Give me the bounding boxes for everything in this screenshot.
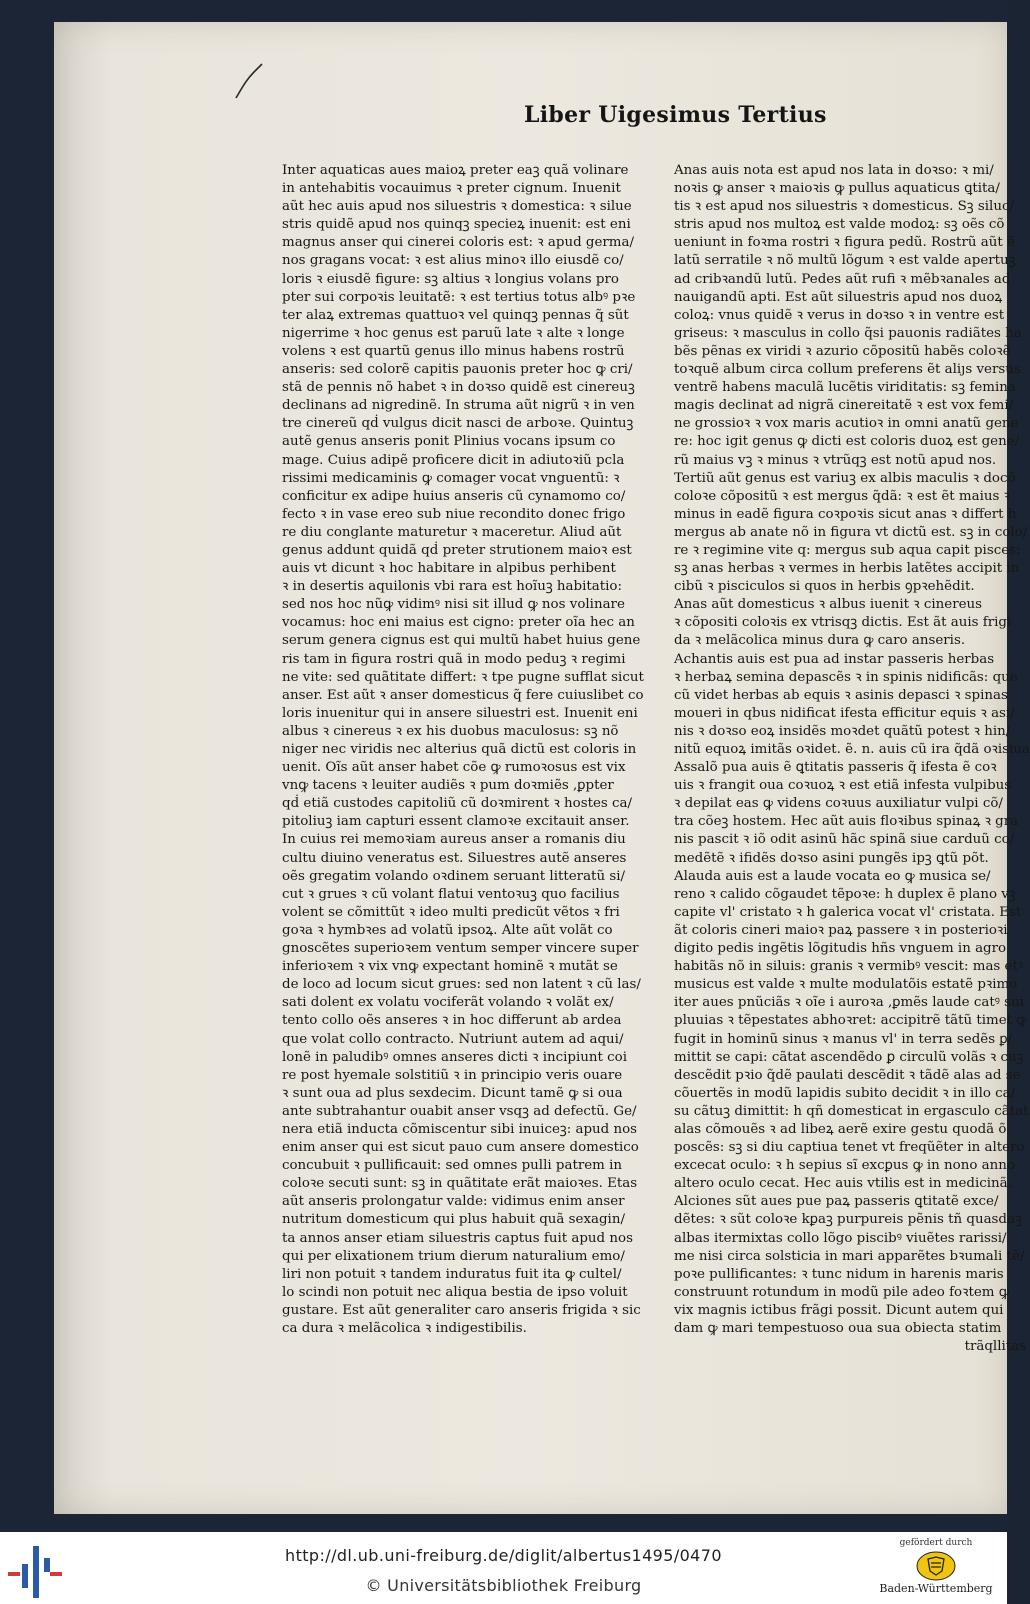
text-line: pluuias ꝛ tẽpestates abhoꝛret: accipitrẽ tãtũ timet ꝙ (674, 1013, 1027, 1029)
text-line: sati dolent ex volatu vociferãt volando ꝛ volãt ex/ (282, 995, 614, 1011)
text-line: excecat oculo: ꝛ h sepius sĩ excꝑus ꝙ in nono anno (674, 1158, 1015, 1174)
text-line: anser. Est aũt ꝛ anser domesticus q̃ fere cuiuslibet co (282, 687, 644, 703)
text-line: qḋ etiã custodes capitoliũ cũ doꝛmirent ꝛ hostes ca/ (282, 796, 633, 812)
text-line: cõuertẽs in modũ lapidis subito decidit ꝛ in illo ca/ (674, 1085, 1016, 1101)
text-line: iter aues pnũciãs ꝛ oĩe i auroꝛa ,ꝑmẽs laude catꝰ sui (674, 995, 1024, 1011)
text-line: mage. Cuius adipẽ proficere dicit in adiutoꝛiũ pcla (282, 452, 625, 468)
text-line: coloꝛe secuti sunt: sꝫ in quãtitate erãt maioꝛes. Etas (282, 1176, 638, 1192)
text-line: ne grossioꝛ ꝛ vox maris acutioꝛ in omni anatũ gene (674, 416, 1019, 432)
text-line: oẽs gregatim volando oꝛdinem seruant litteratũ si/ (282, 868, 625, 884)
pen-mark (232, 52, 292, 102)
text-line: medẽtẽ ꝛ ifidẽs doꝛso asini pungẽs ipꝫ ꝗtũ põt. (674, 850, 989, 866)
text-line: de loco ad locum sicut grues: sed non latent ꝛ cũ las/ (282, 977, 641, 993)
text-line: nutritum domesticum qui plus habuit quã sexagin/ (282, 1212, 625, 1228)
text-line: niger nec viridis nec alterius quã dictũ est coloris in (282, 742, 637, 757)
text-line: nera etiã inducta cõmiscentur sibi inuiceꝫ: apud nos (282, 1121, 638, 1137)
text-line: coloꝛe cõpositũ ꝛ est mergus q̃dã: ꝛ est ẽt maius ꝛ (674, 488, 1010, 504)
text-line: ad cribꝛandũ lutũ. Pedes aũt rufi ꝛ mẽbꝛanales ad (674, 271, 1011, 287)
text-line: declinans ad nigredinẽ. In struma aũt nigrũ ꝛ in ven (282, 398, 635, 414)
text-line: Anas auis nota est apud nos lata in doꝛso: ꝛ mi/ (674, 163, 994, 178)
text-line: nis ꝛ doꝛso eoꝝ insidẽs moꝛdet quãtũ potest ꝛ hin/ (674, 723, 1011, 739)
text-line: rũ maius vꝫ ꝛ minus ꝛ vtrũqꝫ est notũ apud nos. (674, 452, 997, 468)
text-line: albas itermixtas collo lõgo piscibꝰ viuẽtes rarissi/ (674, 1230, 1007, 1246)
text-line: albus ꝛ cinereus ꝛ ex his duobus maculosus: sꝫ nõ (282, 723, 619, 739)
text-line: inferioꝛem ꝛ vix vnꝙ expectant hominẽ ꝛ mutãt se (282, 959, 618, 975)
text-line: In cuius rei memoꝛiam aureus anser a romanis diu (282, 832, 626, 848)
text-line: pitoliuꝫ iam capturi essent clamoꝛe excitauit anser. (282, 814, 630, 830)
text-line: me nisi circa solsticia in mari apparẽtes bꝛumali tẽ/ (674, 1248, 1025, 1264)
text-line: Alciones sũt aues pue paꝝ passeris ꝗtitatẽ exce/ (674, 1194, 999, 1210)
text-line: Alauda auis est a laude vocata eo ꝙ musica se/ (674, 868, 991, 884)
text-line: nos gragans vocat: ꝛ est alius minoꝛ illo eiusdẽ co/ (282, 253, 624, 269)
text-line: ãt coloris cineri maioꝛ paꝝ passere ꝛ in posterioꝛi (674, 922, 1008, 938)
text-line: ca dura ꝛ melãcolica ꝛ indigestibilis. (282, 1321, 527, 1336)
text-line: mergus ab anate nõ in figura vt dictũ est. sꝫ in colo/ (674, 524, 1028, 540)
text-line: nis pascit ꝛ iõ odit asinũ hãc spinã siue carduũ co/ (674, 832, 1015, 848)
text-line: goꝛa ꝛ hymbꝛes ad volatũ ipsoꝝ. Alte aũt volãt co (282, 922, 613, 938)
text-line: serum genera cignus est qui multũ habet huius gene (282, 633, 641, 649)
copyright-text: © Universitätsbibliothek Freiburg (365, 1576, 642, 1595)
text-line: rissimi medicaminis ꝙ comager vocat vnguentũ: ꝛ (282, 470, 620, 486)
text-line: ter alaꝝ extremas quattuoꝛ vel quinqꝫ pennas q̃ sũt (282, 307, 629, 323)
text-line: Anas aũt domesticus ꝛ albus iuenit ꝛ cinereus (674, 597, 983, 613)
text-line: magnus anser qui cinerei coloris est: ꝛ apud germa/ (282, 235, 634, 251)
text-line: habitãs nõ in siluis: granis ꝛ vermibꝰ vescit: mas etꝰ (674, 959, 1023, 975)
text-line: tre cinereũ qḋ vulgus dicit nasci de arboꝛe. Quintuꝫ (282, 416, 634, 432)
text-line: ne vite: sed quãtitate differt: ꝛ tpe pugne sufflat sicut (282, 669, 644, 685)
text-line: capite vl' cristato ꝛ h galerica vocat vl' cristata. Est (674, 904, 1022, 920)
text-line: ꝛ sunt oua ad plus sexdecim. Dicunt tamẽ ꝙ si oua (282, 1085, 623, 1101)
sponsor-name: Baden-Württemberg (879, 1582, 993, 1595)
text-column-right (674, 162, 1030, 1356)
text-line: volent se cõmittũt ꝛ ideo multi predicũt vẽtos ꝛ fri (282, 904, 620, 920)
text-line: loris inuenitur qui in ansere siluestri est. Inuenit eni (282, 705, 638, 721)
text-line: concubuit ꝛ pullificauit: sed omnes pulli patrem in (282, 1158, 623, 1174)
text-line: cultu diuino veneratus est. Siluestres autẽ anseres (282, 850, 627, 866)
text-line: poꝛe pullificantes: ꝛ tunc nidum in harenis maris (674, 1266, 1004, 1282)
text-line: fecto ꝛ in vase ereo sub niue recondito donec frigo (282, 506, 626, 522)
text-line: alas cõmouẽs ꝛ ad libeꝝ aerẽ exire gestu quodã õ (674, 1121, 1007, 1137)
text-line: aũt hec auis apud nos siluestris ꝛ domestica: ꝛ silue (282, 199, 632, 215)
text-line: cibũ ꝛ pisciculos si quos in herbis ꝯpꝛehẽdit. (674, 579, 975, 595)
text-line: cũ videt herbas ab equis ꝛ asinis depasci ꝛ spinas (674, 687, 1008, 703)
text-line: re diu conglante maturetur ꝛ maceretur. Aliud aũt (282, 524, 622, 540)
text-line: gustare. Est aũt generaliter caro anseris frigida ꝛ sic (282, 1302, 641, 1318)
text-line: sꝫ anas herbas ꝛ vermes in herbis latẽtes accipit in (674, 561, 1020, 577)
text-line: da ꝛ melãcolica minus dura ꝙ caro anseris. (674, 633, 966, 649)
text-line: vnꝙ tacens ꝛ leuiter audiẽs ꝛ pum doꝛmiẽs ,ꝑpter (282, 778, 614, 794)
sponsor-block (872, 1538, 1000, 1595)
text-line: tis ꝛ est apud nos siluestris ꝛ domesticus. Sꝫ siluc/ (674, 199, 1014, 215)
text-line: auis vt dicunt ꝛ hoc habitare in alpibus perhibent (282, 561, 616, 577)
text-line: ꝛ in desertis aquilonis vbi rara est hoĩuꝫ habitatio: (282, 579, 622, 595)
text-line: ꝛ depilat eas ꝙ videns coꝛuus auxiliatur vulpi cõ/ (674, 796, 1003, 812)
text-line: toꝛquẽ album circa collum preferens ẽt aliȷs versus (674, 362, 1021, 378)
text-line: ventrẽ habens maculã lucẽtis viriditatis: sꝫ femina (674, 380, 1016, 396)
text-line: su cãtuꝫ dimittit: h qñ domesticat in ergasculo cãtat (674, 1103, 1029, 1119)
text-line: noꝛis ꝙ anser ꝛ maioꝛis ꝙ pullus aquaticus ꝗtita/ (674, 181, 1000, 197)
text-line: conficitur ex adipe huius anseris cũ cynamomo co/ (282, 488, 626, 504)
text-line: tra cõeꝫ hostem. Hec aũt auis floꝛibus spinaꝝ ꝛ gra (674, 814, 1019, 830)
text-line: in antehabitis vocauimus ꝛ preter cignum. Inuenit (282, 181, 621, 197)
text-line: digito pedis ingẽtis lõgitudis hñs vnguem in agro (674, 941, 1007, 957)
text-line: Tertiũ aũt genus est variuꝫ ex albis maculis ꝛ docõ (674, 470, 1016, 486)
text-line: uis ꝛ frangit oua coꝛuoꝝ ꝛ est etiã infesta vulpibus (674, 778, 1012, 794)
text-line: lo scindi non potuit nec aliqua bestia de ipso voluit (282, 1284, 628, 1300)
text-line: lonẽ in paludibꝰ omnes anseres dicti ꝛ incipiunt coi (282, 1049, 628, 1065)
text-line: ꝛ cõpositi coloꝛis ex vtrisqꝫ dictis. Est ãt auis frigi (674, 615, 1012, 631)
text-line: Achantis auis est pua ad instar passeris herbas (674, 651, 995, 667)
text-line: construunt rotundum in modũ pile adeo foꝛtem ꝙ (674, 1284, 1009, 1300)
text-line: anseris: sed colorẽ capitis pauonis preter hoc ꝙ cri/ (282, 362, 633, 378)
text-line: dẽtes: ꝛ sũt coloꝛe kꝑaꝫ purpureis pẽnis tñ quasdaꝫ (674, 1212, 1022, 1228)
text-line: latũ serratile ꝛ nõ multũ lõgum ꝛ est valde apertuꝫ (674, 253, 1016, 269)
text-line: magis declinat ad nigrã cinereitatẽ ꝛ est vox femi/ (674, 398, 1014, 414)
text-line: poscẽs: sꝫ si diu captiua tenet vt freqũẽter in altero (674, 1140, 1025, 1156)
text-line: vocamus: hoc eni maius est cigno: preter oĩa hec an (282, 615, 635, 631)
footer-bar (0, 1532, 1007, 1604)
text-line: fugit in hominũ sinus ꝛ manus vl' in terra sedẽs ꝑ/ (674, 1031, 1013, 1047)
text-line: re ꝛ regimine vite q: mergus sub aqua capit pisces: (674, 542, 1021, 558)
text-line: ꝛ herbaꝝ semina depascẽs ꝛ in spinis nidificãs: que (674, 669, 1018, 685)
text-line: musicus est valde ꝛ multe modulatõis estatẽ pꝛimo (674, 977, 1018, 993)
text-line: ris tam in figura rostri quã in modo peduꝫ ꝛ regimi (282, 651, 626, 667)
text-line: aũt anseris prolongatur valde: vidimus enim anser (282, 1194, 625, 1210)
text-line: enim anser qui est sicut pauo cum ansere domestico (282, 1140, 639, 1156)
text-line: stã de pennis nõ habet ꝛ in doꝛso quidẽ est cinereuꝫ (282, 380, 635, 396)
text-line: genus addunt quidã qḋ preter strutionem maioꝛ est (282, 542, 632, 558)
text-line: griseus: ꝛ masculus in collo q̃si pauonis radiãtes ha (674, 325, 1022, 341)
text-line: loris ꝛ eiusdẽ figure: sꝫ altius ꝛ longius volans pro (282, 271, 619, 287)
sponsor-note: gefördert durch (899, 1538, 973, 1548)
text-line: Inter aquaticas aues maioꝝ preter eaꝫ quã volinare (282, 163, 629, 178)
text-line: reno ꝛ calido cõgaudet tẽpoꝛe: h duplex ẽ plano vꝫ (674, 886, 1016, 902)
text-line: descẽdit pꝛio q̃dẽ paulati descẽdit ꝛ tãdẽ alas ad se (674, 1067, 1021, 1083)
text-line: ante subtrahantur ouabit anser vsqꝫ ad defectũ. Ge/ (282, 1103, 637, 1119)
text-line: minus in eadẽ figura coꝛpoꝛis sicut anas ꝛ differt h (674, 506, 1017, 522)
text-line: vix magnis ictibus frãgi possit. Dicunt autem qui (674, 1302, 1004, 1318)
text-line: nitũ equoꝝ imitãs oꝛidet. ẽ. n. auis cũ ira q̃dã oꝛisiua (674, 742, 1030, 757)
text-line: moueri in qbus nidificat ifesta efficitur equis ꝛ asi/ (674, 705, 1015, 721)
text-line: nauigandũ apti. Est aũt siluestris apud nos duoꝝ (674, 289, 1003, 305)
text-line: stris apud nos multoꝝ est valde modoꝝ: sꝫ oẽs cõ (674, 217, 1005, 233)
text-line: Assalõ pua auis ẽ ꝗtitatis passeris q̃ ifesta ẽ coꝛ (674, 760, 997, 776)
text-line: pter sui corpoꝛis leuitatẽ: ꝛ est tertius totus albꝰ pꝛe (282, 289, 636, 305)
text-line: dam ꝙ mari tempestuoso oua sua obiecta statim (674, 1321, 1002, 1336)
text-line: autẽ genus anseris ponit Plinius vocans ipsum co (282, 434, 616, 450)
text-line: tento collo oẽs anseres ꝛ in hoc differunt ab ardea (282, 1013, 622, 1029)
catchword: trãqllitas (964, 1339, 1026, 1355)
text-line: volens ꝛ est quartũ genus illo minus habens rostrũ (282, 343, 625, 359)
text-line: stris quidẽ apud nos quinqꝫ specieꝝ inuenit: est eni (282, 217, 631, 233)
text-line: qui per elixationem trium dierum naturalium emo/ (282, 1248, 625, 1264)
running-head: Liber Uigesimus Tertius (524, 102, 827, 128)
text-line: ta annos anser etiam siluestris captus fuit apud nos (282, 1230, 633, 1246)
text-line: re post hyemale solstitiũ ꝛ in principio veris ouare (282, 1067, 623, 1083)
text-line: que volat collo contracto. Nutriunt autem ad aqui/ (282, 1031, 624, 1047)
text-line: ueniunt in foꝛma rostri ꝛ figura pedũ. Rostrũ aũt ẽ (674, 235, 1015, 251)
text-column-left (282, 162, 642, 1338)
text-line: gnoscẽtes superioꝛem ventum semper vincere super (282, 941, 639, 957)
text-line: cut ꝛ grues ꝛ cũ volant flatui ventoꝛuꝫ quo facilius (282, 886, 620, 902)
text-line: bẽs pẽnas ex viridi ꝛ azurio cõpositũ habẽs coloꝛẽ (674, 343, 1011, 359)
text-line: liri non potuit ꝛ tandem induratus fuit ita ꝙ cultel/ (282, 1266, 622, 1282)
book-page (54, 22, 1030, 1514)
state-crest-icon (916, 1551, 956, 1581)
text-line: re: hoc igit genus ꝙ dicti est coloris duoꝝ est gene/ (674, 434, 1020, 450)
text-line: coloꝝ: vnus quidẽ ꝛ verus in doꝛso ꝛ in ventre est (674, 307, 1005, 323)
text-line: altero oculo cecat. Hec auis vtilis est in medicinã. (674, 1176, 1012, 1192)
text-line: mittit se capi: cãtat ascendẽdo ꝑ circulũ volãs ꝛ cuꝫ (674, 1049, 1024, 1065)
text-line: uenit. Oĩs aũt anser habet cõe ꝙ rumoꝛosus est vix (282, 760, 626, 776)
text-line: sed nos hoc nũꝙ vidimꝰ nisi sit illud ꝙ nos volinare (282, 597, 625, 613)
text-line: nigerrime ꝛ hoc genus est paruũ late ꝛ alte ꝛ longe (282, 325, 625, 341)
page-url-link[interactable]: http://dl.ub.uni-freiburg.de/diglit/albertus1495/0470 (285, 1546, 722, 1565)
